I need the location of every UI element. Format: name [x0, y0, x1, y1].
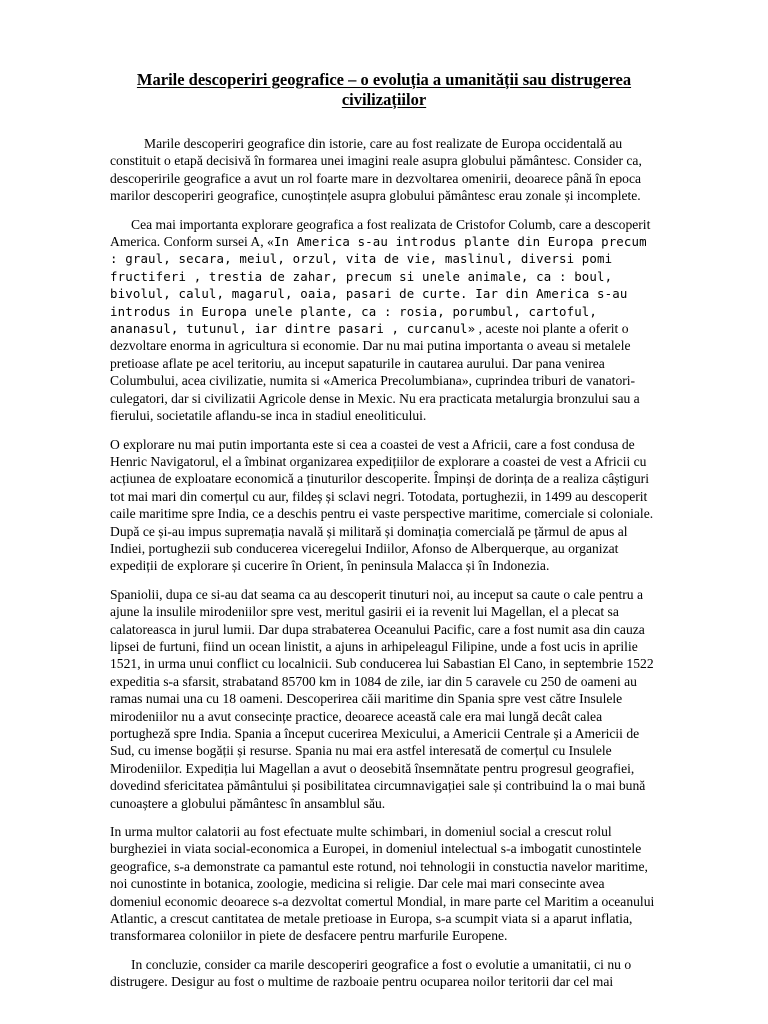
- paragraph-columb-rest: , aceste noi plante a oferit o dezvoltare enorma in agricultura si economie. Dar nu mai putina importanta o aveau si metalele pretioase aflate pe acel teritoriu, au inceput sapaturile in cautarea aurului. Dar pana venirea Columbului, acea civilizatie, numita si «America Precolumbiana», cuprindea triburi de vanatori-culegatori, dar si civilizatii Agricole dense in Mexic. Nu era practicata metalurgia bronzului sau a fierului, societatile aflandu-se inca in stadiul eneoliticului.: [110, 321, 640, 424]
- document-title: Marile descoperiri geografice – o evoluția a umanității sau distrugerea civilizațiilor: [136, 70, 632, 109]
- paragraph-conclusion: In concluzie, consider ca marile descoperiri geografice a fost o evolutie a umanitatii, ci nu o distrugere. Desigur au fost o multime de razboaie pentru ocuparea noilor teritorii dar cel mai: [110, 956, 632, 990]
- paragraph-magellan: Spaniolii, dupa ce si-au dat seama ca au descoperit tinuturi noi, au inceput sa caute o cale pentru a ajune la insulile mirodeniilor spre vest, meritul gasirii ei ia revenit lui Magellan, el a plecat sa calatoreasca in jurul lumii. Dar dupa strabaterea Oceanului Pacific, care a fost numit asa din cauza lipsei de furtuni, fiind un ocean linistit, a ajuns in arhipeleagul Filipine, unde a fost ucis in aprilie 1521, in urma unui conflict cu localnicii. Sub conducerea lui Sabastian El Cano, in septembrie 1522 expeditia s-a sfarsit, strabatand 85700 km in 1084 de zile, iar din 5 caravele cu 250 de oameni au ramas numai una cu 18 oameni. Descoperirea căii maritime din Spania spre vest către Insulele mirodeniilor nu a avut consecințe practice, deoarece această cale era mai lungă decât calea portugheză spre India. Spania a început cucerirea Mexicului, a Americii Centrale și a Americii de Sud, cu imense bogății și resurse. Spania nu mai era astfel interesată de comerțul cu Insulele Mirodeniilor. Expediția lui Magellan a avut o deosebită însemnătate pentru progresul geografiei, dovedind sfericitatea pământului și posibilitatea circumnavigației sale și contribuind la o mai bună cunoaștere a globului pământesc în ansamblul său.: [110, 586, 654, 811]
- paragraph-intro: Marile descoperiri geografice din istorie, care au fost realizate de Europa occidentală au constituit o etapă decisivă în formarea unei imagini reale asupra globului pământesc. Consider ca, descoperirile geografice a avut un rol foarte mare in dezvoltarea omenirii, deoarece până în epoca marilor descoperiri geografice, cunoștințele asupra globului pământesc erau zonale și incomplete.: [110, 136, 642, 204]
- source-a-quote: In America s-au introdus plante din Europa precum : graul, secara, meiul, orzul, vita de vie, maslinul, diversi pomi fructiferi , trestia de zahar, precum si unele animale, ca : boul, bivolul, calul, magarul, oaia, pasari de curte. Iar din America s-au introdus in Europa unele plante, ca : rosia, porumbul, cartoful, ananasul, tutunul, iar dintre pasari , curcanul»: [110, 234, 647, 337]
- paragraph-columb: [110, 216, 658, 425]
- document-body: [110, 135, 658, 1002]
- paragraph-consequences: In urma multor calatorii au fost efectuate multe schimbari, in domeniul social a crescut rolul burgheziei in viata social-economica a Europei, in domeniul intelectual s-a imbogatit cunostintele geografice, s-a demonstrate ca pamantul este rotund, noi tehnologii in constuctia navelor maritime, noi cunostinte in botanica, zoologie, medicina si religie. Dar cele mai mari consecinte avea domeniul economic deoarece s-a dezvoltat comertul Mondial, in mare parte cel Maritim a oceanului Atlantic, a crescut cantitatea de metale pretioase in Europa, s-a scumpit viata si a aparut inflatia, transformarea coloniilor in piete de desfacere pentru marfurile Europene.: [110, 824, 655, 944]
- paragraph-columb-lead: Cea mai importanta explorare geografica a fost realizata de Cristofor Columb, care a descoperit America. Conform sursei A, «: [110, 216, 651, 250]
- paragraph-africa: O explorare nu mai putin importanta este si cea a coastei de vest a Africii, care a fost condusa de Henric Navigatorul, el a îmbinat organizarea expedițiilor de explorare a coastei de vest a Africii cu acțiunea de exploatare economică a ținuturilor descoperite. Împinși de dorința de a realiza câștiguri tot mai mari din comerțul cu aur, fildeș și sclavi negri. Totodata, portughezii, in 1499 au descoperit caile maritime spre India, ce a deschis pentru ei vaste perspective maritime, comerciale si coloniale. După ce și-au impus supremația navală și militară și dominația comercială pe țărmul de apus al Indiei, portughezii sub conducerea viceregelui Indiilor, Afonso de Alberquerque, au organizat expediții de explorare și cucerire în Orient, în peninsula Malacca și în Indonezia.: [110, 436, 654, 574]
